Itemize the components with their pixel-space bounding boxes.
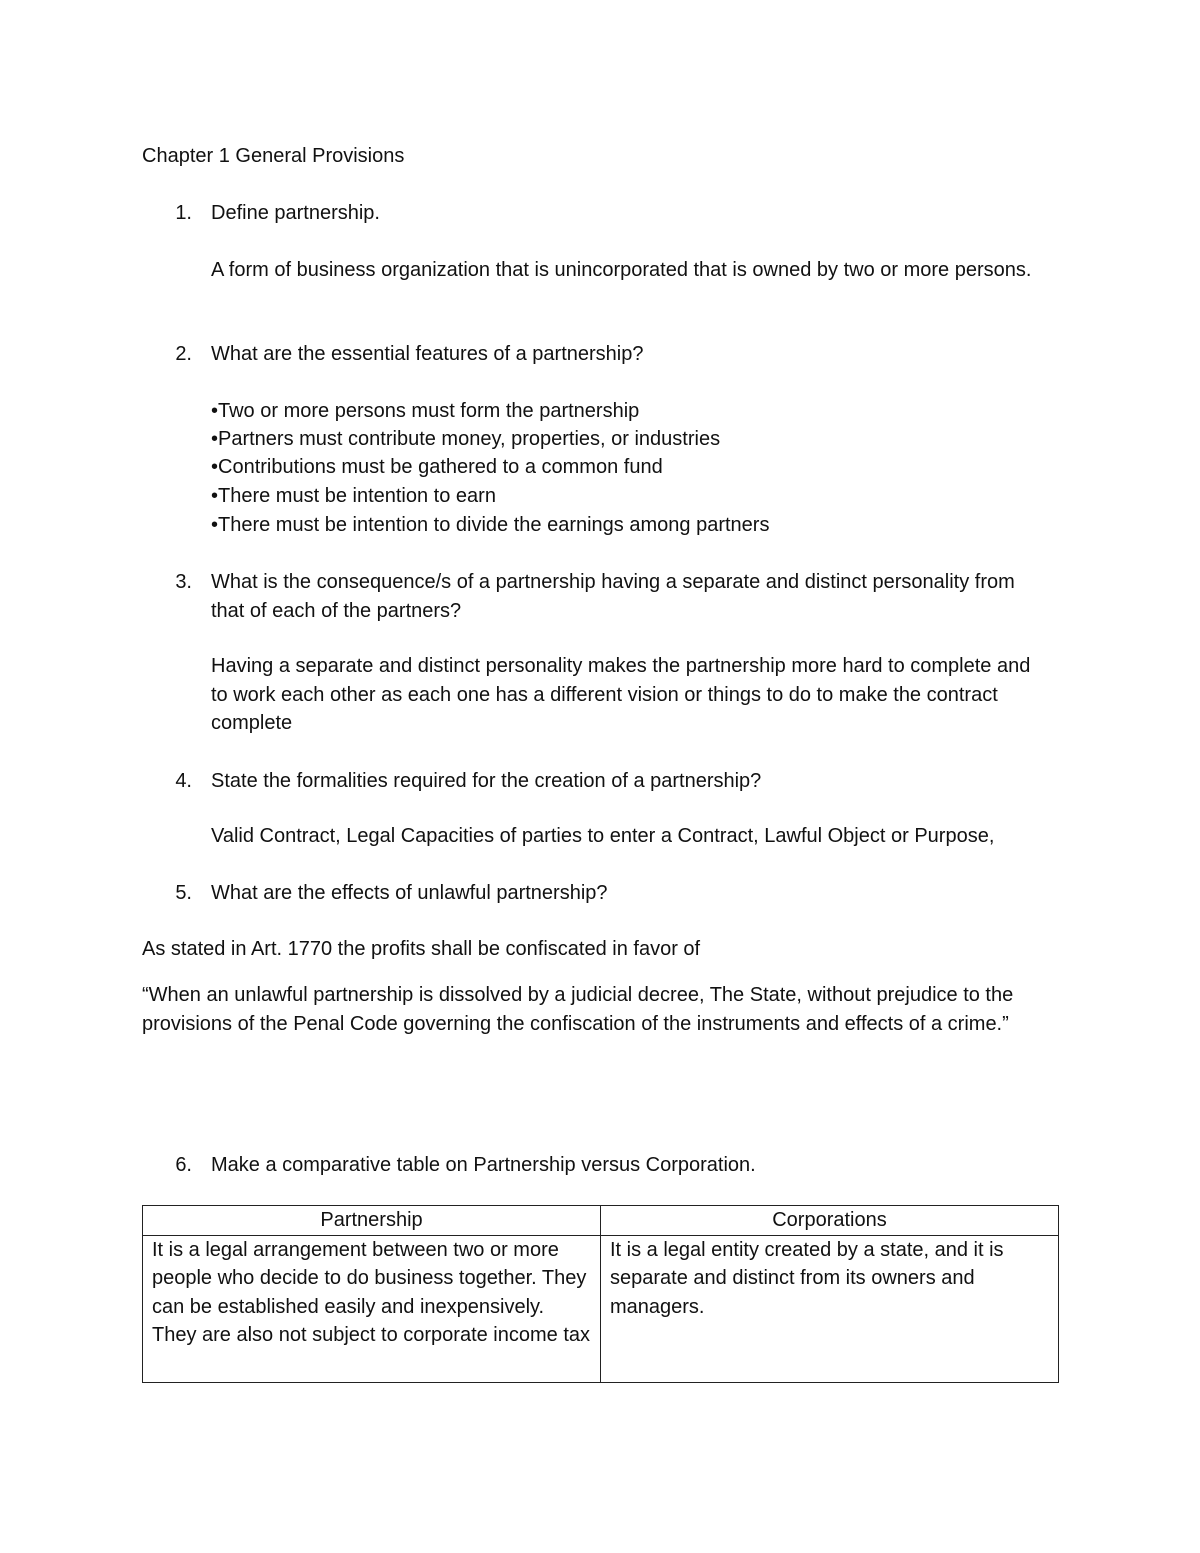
question-number: 2. <box>175 343 192 365</box>
question-number: 5. <box>175 882 192 904</box>
table-header-cell: Corporations <box>601 1206 1059 1236</box>
question-text: Make a comparative table on Partnership versus Corporation. <box>211 1154 756 1176</box>
question-text: What are the essential features of a partnership? <box>211 343 644 365</box>
list-item: •There must be intention to divide the earnings among partners <box>211 514 770 536</box>
quote-text: “When an unlawful partnership is dissolved by a judicial decree, The State, without prejudice to the provisions of the Penal Code governing the confiscation of the instruments and effects of a crime.” <box>142 984 1014 1035</box>
list-item: •Two or more persons must form the partnership <box>211 400 640 422</box>
question-text: What is the consequence/s of a partnership having a separate and distinct personality from that of each of the partners? <box>211 571 1015 622</box>
table-cell: It is a legal arrangement between two or more people who decide to do business together. They can be established easily and inexpensively. They are also not subject to corporate income tax <box>143 1235 601 1382</box>
answer-text: A form of business organization that is unincorporated that is owned by two or more persons. <box>211 259 1032 281</box>
list-item: •Partners must contribute money, properties, or industries <box>211 428 721 450</box>
answer-text: As stated in Art. 1770 the profits shall be confiscated in favor of <box>142 938 701 960</box>
comparison-table <box>142 1205 1059 1383</box>
chapter-heading: Chapter 1 General Provisions <box>142 145 405 167</box>
question-text: State the formalities required for the creation of a partnership? <box>211 770 762 792</box>
question-number: 6. <box>175 1154 192 1176</box>
question-number: 3. <box>175 571 192 593</box>
table-cell: It is a legal entity created by a state, and it is separate and distinct from its owners and managers. <box>601 1235 1059 1382</box>
answer-text: Having a separate and distinct personality makes the partnership more hard to complete and to work each other as each one has a different vision or things to do to make the contract complete <box>211 655 1031 734</box>
question-number: 4. <box>175 770 192 792</box>
list-item: •Contributions must be gathered to a common fund <box>211 456 663 478</box>
table-header-row <box>143 1206 1059 1236</box>
table-header-cell: Partnership <box>143 1206 601 1236</box>
table-row <box>143 1235 1059 1382</box>
answer-text: Valid Contract, Legal Capacities of parties to enter a Contract, Lawful Object or Purpose, <box>211 825 995 847</box>
question-number: 1. <box>175 202 192 224</box>
question-text: Define partnership. <box>211 202 380 224</box>
list-item: •There must be intention to earn <box>211 485 496 507</box>
question-text: What are the effects of unlawful partnership? <box>211 882 608 904</box>
